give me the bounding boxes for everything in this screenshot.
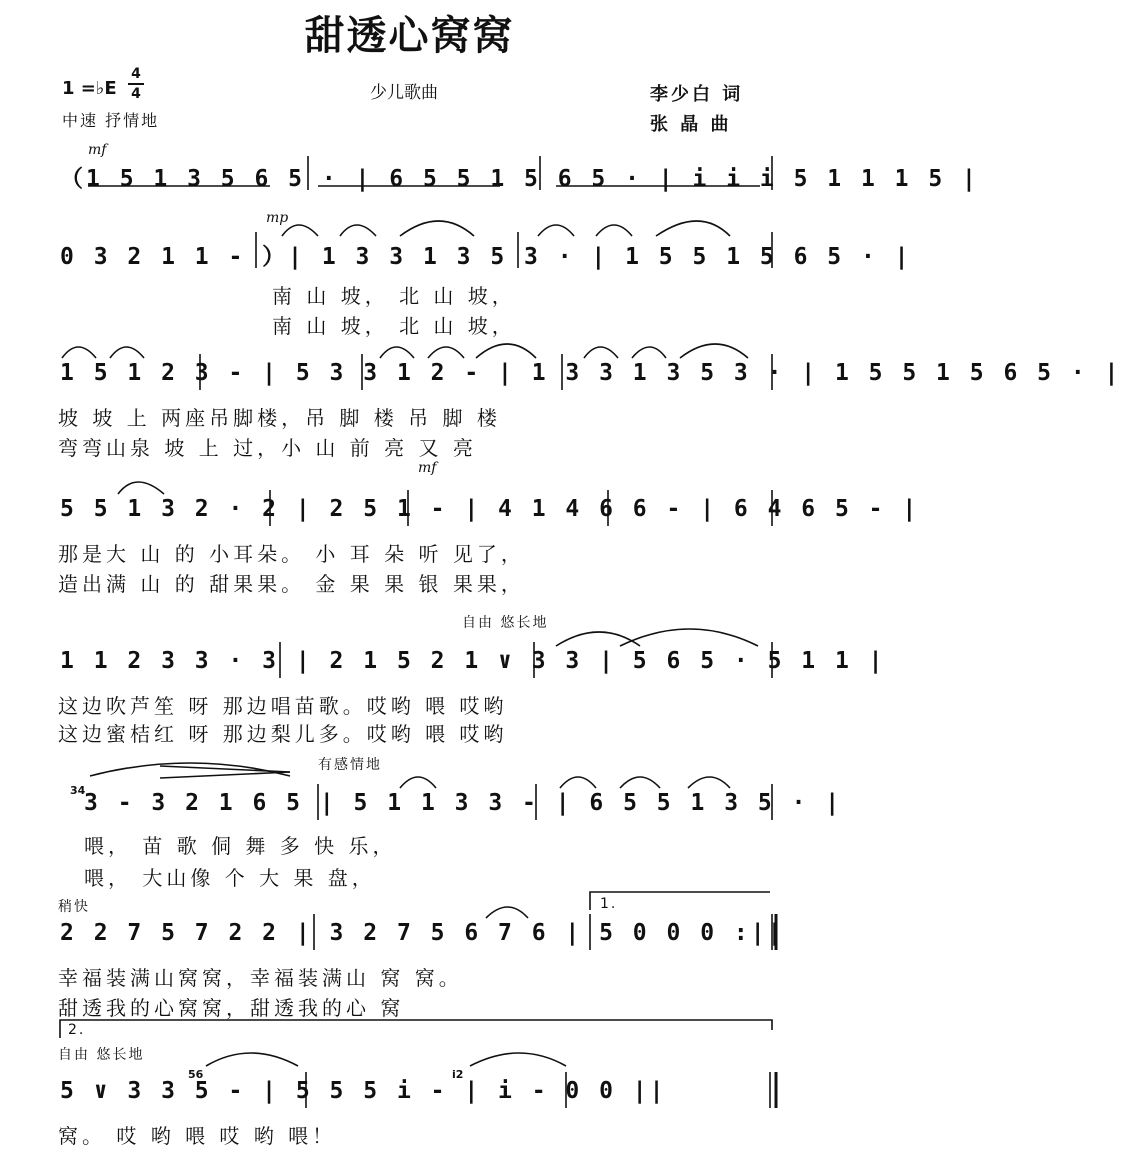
composer-credit: 张 晶 曲 [650,114,732,135]
genre-label: 少儿歌曲 [370,83,438,103]
slur [584,347,618,358]
dynamic-mf: mf [418,460,437,476]
dynamic-mf-intro: mf [88,142,107,158]
notation-row-8: 5 ∨ 3 3 5 - | 5 5 5 i - | i - 0 0 || [60,1078,667,1104]
lyric-row-3-verse-1: 坡 坡 上 两座吊脚楼，吊 脚 楼 吊 脚 楼 [58,406,501,430]
slur [556,632,640,646]
grace-note-34: 34 [70,784,86,797]
slur [380,347,414,358]
tempo-free-marking: 自由 悠长地 [462,615,549,631]
slur [118,482,164,494]
lyric-row-6-verse-1: 喂， 苗 歌 侗 舞 多 快 乐， [84,834,397,858]
slur [538,225,574,236]
slur [282,225,318,236]
volta-bracket-2 [60,1020,772,1038]
slur [476,344,536,358]
slur [632,347,666,358]
emotion-marking: 有感情地 [318,757,382,773]
slur [62,347,96,358]
slur [486,907,528,918]
tempo-marking: 中速 抒情地 [62,111,160,130]
dynamic-mp: mp [266,210,289,226]
notation-row-7: 2 2 7 5 7 2 2 | 3 2 7 5 6 7 6 | 5 0 0 0 :|| [60,920,785,946]
lyric-row-2-verse-1: 南 山 坡， 北 山 坡， [272,284,516,308]
song-title: 甜透心窝窝 [304,13,515,59]
notation-row-1: （1 5 1 3 5 6 5 · | 6 5 5 1 5 6 5 · | i i i 5 1 1 1 5 | [60,166,979,192]
slur [340,225,376,236]
volta-second-ending: 2. [68,1022,86,1038]
slur [110,347,144,358]
lyricist-credit: 李少白 词 [650,84,744,105]
slur [680,344,748,358]
lyric-row-6-verse-2: 喂， 大山像 个 大 果 盘， [84,866,376,890]
slur [400,777,436,788]
faster-marking: 稍快 [58,899,90,915]
slur [206,1053,298,1066]
slur [688,777,730,788]
slur [428,347,464,358]
slur [560,777,596,788]
slur [400,221,474,236]
notation-row-5: 1 1 2 3 3 · 3 | 2 1 5 2 1 ∨ 3 3 | 5 6 5 · 5 1 1 | [60,648,886,674]
meter-top: 4 [131,66,141,82]
lyric-row-5-verse-2: 这边蜜桔红 呀 那边梨儿多。哎哟 喂 哎哟 [58,722,508,746]
notation-row-2: 0 3 2 1 1 - ）| 1 3 3 1 3 5 3 · | 1 5 5 1 5 6 5 · | [60,244,912,270]
slur [596,225,632,236]
grace-note-i2: i2 [452,1068,464,1081]
slur [470,1053,566,1066]
tempo-free-marking-ending: 自由 悠长地 [58,1047,145,1063]
diminuendo [160,772,290,778]
volta-bracket-1 [590,892,770,910]
slur [620,777,660,788]
lyric-row-8: 窝。 哎 哟 喂 哎 哟 喂！ [58,1124,337,1148]
lyric-row-5-verse-1: 这边吹芦笙 呀 那边唱苗歌。哎哟 喂 哎哟 [58,694,508,718]
meter-bottom: 4 [131,86,141,102]
lyric-row-7-verse-2: 甜透我的心窝窝，甜透我的心 窝 [58,996,405,1020]
slur [620,629,758,646]
volta-first-ending: 1. [600,896,618,912]
lyric-row-7-verse-1: 幸福装满山窝窝，幸福装满山 窝 窝。 [58,966,463,990]
notation-row-6: 3 - 3 2 1 6 5 | 5 1 1 3 3 - | 6 5 5 1 3 5 · | [84,790,843,816]
lyric-row-2-verse-2: 南 山 坡， 北 山 坡， [272,314,516,338]
notation-row-4: 5 5 1 3 2 · 2 | 2 5 1 - | 4 1 4 6 6 - | 6 4 6 5 - | [60,496,920,522]
lyric-row-4-verse-2: 造出满 山 的 甜果果。 金 果 果 银 果果， [58,572,525,596]
notation-row-3: 1 5 1 2 3 - | 5 3 3 1 2 - | 1 3 3 1 3 5 3 · | 1 5 5 1 5 6 5 · | [60,360,1121,386]
key-signature: 1 =♭E [62,78,117,99]
diminuendo [160,766,290,772]
lyric-row-4-verse-1: 那是大 山 的 小耳朵。 小 耳 朵 听 见了， [58,542,525,566]
lyric-row-3-verse-2: 弯弯山泉 坡 上 过，小 山 前 亮 又 亮 [58,436,477,460]
grace-note-56: 56 [188,1068,204,1081]
slur [656,221,730,236]
